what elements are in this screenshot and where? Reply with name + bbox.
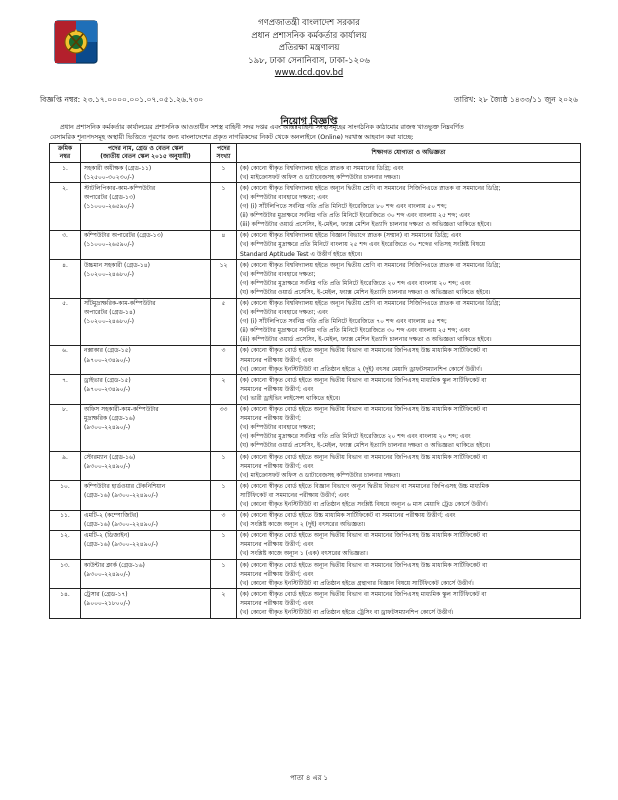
- qualification-line: (খ) কম্পিউটার মুদ্রাক্ষরে প্রতি মিনিটে বাংলায় ২৫ শব্দ এবং ইংরেজিতে ৩০ শব্দের গতিসহ সংশ্লিষ্ট বিষয়ে: [240, 241, 486, 249]
- table-row: [50, 163, 581, 183]
- intro-line-1: প্রধান প্রশাসনিক কর্মকর্তার কার্যালয়ের প্রশাসনিক আওতাধীন সশস্ত্র বাহিনী সদর দপ্তর এবং আন্তঃবাহিনী সংস্থাসমূহের সাংগঠনিক কাঠামোর রাজস্ব খাতভুক্ত নিম্নবর্ণিত: [60, 124, 464, 131]
- post-line: (গ্রেড-১৬) (৯৩০০-২২৪৯০/-): [84, 541, 159, 549]
- qualification-line: (খ) কোনো স্বীকৃত ইনস্টিটিউট বা প্রতিষ্ঠান হইতে ট্রেসিং বা ড্রাফটসম্যানশিপ কোর্সে উত্তীর্ণ।: [240, 609, 454, 616]
- table-row: [50, 510, 581, 530]
- armed-forces-logo: [54, 20, 98, 64]
- row-qualification: [237, 375, 581, 404]
- row-count: ১২: [211, 260, 237, 298]
- row-post: [81, 530, 211, 559]
- row-qualification: [237, 163, 581, 183]
- qualification-line: সমমানের পরীক্ষায় উত্তীর্ণ; এবং: [240, 541, 314, 549]
- post-line: (৯৩০০-২২৪৯০/-): [84, 462, 131, 470]
- header-count: পদের সংখ্যা: [211, 144, 237, 163]
- post-line: (১০২০০-২৪৬৮০/-): [84, 270, 135, 278]
- page-footer: পাতা ৪ এর ১: [290, 774, 328, 782]
- row-count: ৩: [211, 510, 237, 530]
- qualification-line: (ক) কোনো স্বীকৃত বিশ্ববিদ্যালয় হইতে অন্যূন দ্বিতীয় শ্রেণি বা সমমানের সিজিপিএতে স্নাতক বা সমমানের ডিগ্রি;: [240, 261, 501, 269]
- qualification-line: (ক) কোনো স্বীকৃত বোর্ড হইতে উচ্চ মাধ্যমিক সার্টিফিকেট বা সমমানের পরীক্ষায় উত্তীর্ণ; এবং: [240, 512, 456, 520]
- table-row: [50, 404, 581, 451]
- qualification-line: (গ) (i) সাঁটলিপিতে সর্বনিম্ন গতি প্রতি মিনিটে ইংরেজিতে ৭০ শব্দ এবং বাংলায় ৪৫ শব্দ;: [240, 318, 447, 326]
- qualification-line: Standard Aptitude Test এ উত্তীর্ণ হইতে হইবে।: [240, 250, 363, 258]
- row-count: ১: [211, 530, 237, 559]
- table-row: [50, 530, 581, 559]
- row-count: ১: [211, 481, 237, 510]
- post-line: এমটি-২ (ডিজাইন): [84, 532, 130, 540]
- qualification-line: (গ) কম্পিউটার মুদ্রাক্ষরে সর্বনিম্ন গতি প্রতি মিনিটে ইংরেজিতে ২০ শব্দ এবং বাংলায় ২০ শব্দ; এবং: [240, 279, 471, 287]
- table-row: [50, 481, 581, 510]
- post-line: অফিস সহকারী-কাম-কম্পিউটার: [84, 406, 159, 414]
- qualification-line: (ক) কোনো স্বীকৃত বিশ্ববিদ্যালয় হইতে বিজ্ঞান বিভাগে স্নাতক (সম্মান) বা সমমানের ডিগ্রি; এবং: [240, 232, 462, 240]
- post-line: (১২৫০০-৩০২৩০/-): [84, 173, 135, 181]
- row-post: [81, 375, 211, 404]
- row-post: [81, 163, 211, 183]
- row-qualification: [237, 481, 581, 510]
- row-qualification: [237, 589, 581, 618]
- qualification-line: (খ) কোনো স্বীকৃত ইনস্টিটিউট বা প্রতিষ্ঠান হইতে সংশ্লিষ্ট বিষয়ে অন্যূন ৬ মাস মেয়াদি ট্রেড কোর্সে উত্তীর্ণ।: [240, 500, 488, 508]
- row-count: ৩৩: [211, 404, 237, 451]
- qualification-line: (খ) ভারী ড্রাইভিং লাইসেন্স থাকিতে হইবে।: [240, 394, 341, 402]
- row-count: ১: [211, 183, 237, 230]
- row-serial: ৬.: [50, 345, 81, 374]
- post-line: স্টাটলিপিকার-কাম-কম্পিউটার: [84, 184, 156, 192]
- header-post: [81, 144, 211, 163]
- table-row: [50, 345, 581, 374]
- qualification-line: সমমানের পরীক্ষায় উত্তীর্ণ; এবং: [240, 599, 314, 607]
- office-header: [150, 16, 468, 79]
- post-line: (৯০০০-২১৮০০/-): [84, 599, 131, 607]
- qualification-line: (খ) কম্পিউটার ব্যবহারে দক্ষতা; এবং: [240, 309, 328, 317]
- qualification-line: (ক) কোনো স্বীকৃত বোর্ড হইতে অন্যূন দ্বিতীয় বিভাগ বা সমমানের জিপিএসহ উচ্চ মাধ্যমিক সার্টিফিকেট বা: [240, 561, 488, 569]
- row-post: [81, 589, 211, 618]
- qualification-line: (ক) কোনো স্বীকৃত বোর্ড হইতে অন্যূন দ্বিতীয় বিভাগ বা সমমানের জিপিএসহ মাধ্যমিক স্কুল সার্টিফিকেট বা: [240, 376, 487, 384]
- row-qualification: [237, 510, 581, 530]
- header-qualification: শিক্ষাগত যোগ্যতা ও অভিজ্ঞতা: [237, 144, 581, 163]
- row-count: ১: [211, 163, 237, 183]
- row-serial: ৯.: [50, 452, 81, 481]
- row-qualification: [237, 404, 581, 451]
- qualification-line: (খ) মাইক্রোসফট অফিস ও ডাটাবেজসহ কম্পিউটার চালনার দক্ষতা।: [240, 471, 401, 479]
- row-qualification: [237, 298, 581, 345]
- post-line: সাঁটমুদ্রাক্ষরিক-কাম-কম্পিউটার: [84, 300, 156, 307]
- row-serial: ১০.: [50, 481, 81, 510]
- intro-paragraph: [50, 123, 578, 142]
- post-line: (১১০০০-২৬৫৯০/-): [84, 203, 135, 211]
- table-row: [50, 452, 581, 481]
- qualification-line: (ক) কোনো স্বীকৃত বোর্ড হইতে অন্যূন দ্বিতীয় বিভাগ বা সমমানের জিপিএসহ মাধ্যমিক স্কুল সার্টিফিকেট বা: [240, 590, 487, 598]
- row-qualification: [237, 560, 581, 589]
- row-qualification: [237, 530, 581, 559]
- table-row: [50, 589, 581, 618]
- row-qualification: [237, 260, 581, 298]
- row-serial: ১.: [50, 163, 81, 183]
- row-count: ১: [211, 560, 237, 589]
- header-government: গণপ্রজাতন্ত্রী বাংলাদেশ সরকার: [258, 17, 360, 27]
- qualification-line: (খ) কম্পিউটার ব্যবহারে দক্ষতা; এবং: [240, 193, 328, 201]
- post-line: সহকারী অধীক্ষক (গ্রেড-১১): [84, 164, 152, 172]
- post-line: ট্রেসার (গ্রেড-১৭): [84, 590, 128, 598]
- table-row: [50, 230, 581, 259]
- row-post: [81, 298, 211, 345]
- qualification-line: সমমানের পরীক্ষায় উত্তীর্ণ;: [240, 415, 302, 423]
- qualification-line: (ক) কোনো স্বীকৃত বোর্ড হইতে অন্যূন দ্বিতীয় বিভাগ বা সমমানের জিপিএসহ উচ্চ মাধ্যমিক সার্টিফিকেট বা: [240, 406, 488, 414]
- post-line: এমটি-২ (কম্পোজিটর): [84, 512, 139, 520]
- qualification-line: সমমানের পরীক্ষায় উত্তীর্ণ; এবং: [240, 356, 314, 364]
- table-row: [50, 183, 581, 230]
- row-serial: ৭.: [50, 375, 81, 404]
- qualification-line: (ক) কোনো স্বীকৃত বোর্ড হইতে অন্যূন দ্বিতীয় বিভাগ বা সমমানের জিপিএসহ উচ্চ মাধ্যমিক সার্টিফিকেট বা: [240, 453, 488, 461]
- notice-number: বিজ্ঞপ্তি নম্বর: ২৩.১৭.০০০০.০০১.০৭.০৫১.২৬.৭৩০: [40, 95, 204, 104]
- qualification-line: (খ) মাইক্রোসফট অফিস ও ডাটাবেজসহ কম্পিউটার চালনার দক্ষতা।: [240, 173, 401, 181]
- row-serial: ১৪.: [50, 589, 81, 618]
- row-count: ৩: [211, 345, 237, 374]
- row-serial: ২.: [50, 183, 81, 230]
- table-row: [50, 260, 581, 298]
- row-serial: ৩.: [50, 230, 81, 259]
- qualification-line: সমমানের পরীক্ষায় উত্তীর্ণ; এবং: [240, 462, 314, 470]
- qualification-line: (ক) কোনো স্বীকৃত বোর্ড হইতে অন্যূন দ্বিতীয় বিভাগ বা সমমানের জিপিএসহ উচ্চ মাধ্যমিক সার্টিফিকেট বা: [240, 347, 488, 355]
- header-ministry: প্রতিরক্ষা মন্ত্রণালয়: [278, 42, 340, 53]
- post-line: (গ্রেড-১৬) (৯৩০০-২২৪৯০/-): [84, 521, 159, 529]
- post-line: উচ্চমান সহকারী (গ্রেড-১৪): [84, 261, 151, 269]
- row-serial: ৪.: [50, 260, 81, 298]
- qualification-line: (খ) কম্পিউটার ব্যবহারে দক্ষতা;: [240, 424, 316, 432]
- header-post-line2: (জাতীয় বেতন স্কেল ২০১৫ অনুযায়ী): [100, 153, 191, 161]
- post-line: (৯৭০০-২৩৪৯০/-): [84, 356, 131, 364]
- row-post: [81, 230, 211, 259]
- post-line: কম্পিউটার অপারেটর (গ্রেড-১৩): [84, 232, 163, 240]
- header-address: ১৯৮, ঢাকা সেনানিবাস, ঢাকা-১২০৬: [248, 54, 370, 65]
- header-serial: ক্রমিক নম্বর: [50, 144, 81, 163]
- row-serial: ৮.: [50, 404, 81, 451]
- qualification-line: (গ) কম্পিউটার মুদ্রাক্ষরে সর্বনিম্ন গতি প্রতি মিনিটে ইংরেজিতে ২০ শব্দ এবং বাংলায় ২০ শব্দ; এবং: [240, 433, 471, 441]
- header-post-line1: পদের নাম, গ্রেড ও বেতন স্কেল: [107, 144, 184, 152]
- row-count: ৫: [211, 298, 237, 345]
- notice-date: তারিখ: ২৮ জ্যৈষ্ঠ ১৪৩৩/১১ জুন ২০২৬: [454, 95, 578, 104]
- row-post: [81, 560, 211, 589]
- post-line: কাউন্টার ক্লার্ক (গ্রেড-১৬): [84, 561, 145, 569]
- page-title-text: নিয়োগ বিজ্ঞপ্তি: [280, 116, 338, 127]
- row-post: [81, 345, 211, 374]
- qualification-line: (ঘ) কম্পিউটার ওয়ার্ড প্রসেসিং, ই-মেইল, ফ্যাক্স মেশিন ইত্যাদি চালনার দক্ষতা ও অভিজ্ঞতা থাকিতে হইবে।: [240, 288, 491, 296]
- table-row: [50, 375, 581, 404]
- qualification-line: সার্টিফিকেট বা সমমানের পরীক্ষায় উত্তীর্ণ; এবং: [240, 491, 349, 499]
- qualification-line: (iii) কম্পিউটার ওয়ার্ড প্রসেসিং, ই-মেইল, ফ্যাক্স মেশিন ইত্যাদি চালনার দক্ষতা ও অভিজ্ঞতা থাকিতে হইবে।: [240, 336, 492, 344]
- qualification-line: (খ) সংশ্লিষ্ট কাজে অন্যূন ১ (এক) বৎসরের অভিজ্ঞতা।: [240, 550, 368, 558]
- row-qualification: [237, 452, 581, 481]
- post-line: অপারেটর (গ্রেড-১৩): [84, 193, 136, 201]
- qualification-line: (iii) কম্পিউটার ওয়ার্ড প্রসেসিং, ই-মেইল, ফ্যাক্স মেশিন ইত্যাদি চালনার দক্ষতা ও অভিজ্ঞতা থাকিতে হইবে।: [240, 221, 492, 229]
- row-qualification: [237, 183, 581, 230]
- qualification-line: (খ) কোনো স্বীকৃত ইনস্টিটিউট বা প্রতিষ্ঠান হইতে গ্রন্থাগার বিজ্ঞান বিষয়ে সার্টিফিকেট কোর্সে উত্তীর্ণ।: [240, 579, 474, 587]
- qualification-line: (ঘ) কম্পিউটার ওয়ার্ড প্রসেসিং, ই-মেইল, ফ্যাক্স মেশিন ইত্যাদি চালনার দক্ষতা ও অভিজ্ঞতা থাকিতে হইবে।: [240, 442, 491, 450]
- qualification-line: সমমানের পরীক্ষায় উত্তীর্ণ; এবং: [240, 570, 314, 578]
- qualification-line: (ক) কোনো স্বীকৃত বোর্ড হইতে বিজ্ঞান বিভাগে অন্যূন দ্বিতীয় বিভাগ বা সমমানের জিপিএসহ উচ্চ মাধ্যমিক: [240, 482, 490, 490]
- qualification-line: (ক) কোনো স্বীকৃত বোর্ড হইতে অন্যূন দ্বিতীয় বিভাগ বা সমমানের জিপিএসহ উচ্চ মাধ্যমিক সার্টিফিকেট বা: [240, 532, 488, 540]
- row-serial: ১২.: [50, 530, 81, 559]
- vacancy-table: [49, 143, 581, 619]
- row-post: [81, 481, 211, 510]
- qualification-line: (খ) সংশ্লিষ্ট কাজে অন্যূন ২ (দুই) বৎসরের অভিজ্ঞতা।: [240, 521, 366, 529]
- post-line: (৯৩০০-২২৪৯০/-): [84, 424, 131, 432]
- qualification-line: (খ) কোনো স্বীকৃত ইনস্টিটিউট বা প্রতিষ্ঠান হইতে ২ (দুই) বৎসর মেয়াদি ড্রাফটসম্যানশিপ কোর্সে উত্তীর্ণ।: [240, 365, 482, 373]
- post-line: (৯৭০০-২৩৪৯০/-): [84, 385, 131, 393]
- row-qualification: [237, 345, 581, 374]
- post-line: (১১০০০-২৬৫৯০/-): [84, 241, 135, 249]
- reference-line: [40, 94, 578, 106]
- post-line: নক্সাকার (গ্রেড-১৫): [84, 347, 131, 355]
- post-line: (১০২০০-২৪৬৮০/-): [84, 318, 135, 326]
- row-qualification: [237, 230, 581, 259]
- header-office: প্রধান প্রশাসনিক কর্মকর্তার কার্যালয়: [251, 29, 367, 40]
- row-post: [81, 260, 211, 298]
- row-post: [81, 510, 211, 530]
- row-post: [81, 452, 211, 481]
- post-line: (৯৩০০-২২৪৯০/-): [84, 570, 131, 578]
- post-line: মুদ্রাক্ষরিক (গ্রেড-১৬): [84, 415, 136, 423]
- qualification-line: (ii) কম্পিউটার মুদ্রাক্ষরে সর্বনিম্ন গতি প্রতি মিনিটে ইংরেজিতে ৩০ শব্দ এবং বাংলায় ২৫ শব্দ; এবং: [240, 327, 470, 335]
- post-line: স্টোরম্যান (গ্রেড-১৬): [84, 453, 136, 461]
- row-post: [81, 404, 211, 451]
- website-link[interactable]: www.dcd.gov.bd: [274, 67, 344, 78]
- qualification-line: (ক) কোনো স্বীকৃত বিশ্ববিদ্যালয় হইতে অন্যূন দ্বিতীয় শ্রেণি বা সমমানের সিজিপিএতে স্নাতক বা সমমানের ডিগ্রি;: [240, 300, 501, 307]
- intro-line-2: বেসামরিক শূন্যপদসমূহ অস্থায়ী ভিত্তিতে পূরণের জন্য বাংলাদেশের প্রকৃত নাগরিকদের নিকট থেকে অনলাইনে (Online) দরখাস্ত আহবান করা যাচ্ছে:: [50, 133, 414, 141]
- post-line: অপারেটর (গ্রেড-১৪): [84, 309, 136, 317]
- row-serial: ১৩.: [50, 560, 81, 589]
- row-count: ২: [211, 375, 237, 404]
- row-count: ২: [211, 589, 237, 618]
- qualification-line: (গ) (i) সাঁটলিপিতে সর্বনিম্ন গতি প্রতি মিনিটে ইংরেজিতে ৮০ শব্দ এবং বাংলায় ৫০ শব্দ;: [240, 203, 447, 211]
- row-post: [81, 183, 211, 230]
- qualification-line: (খ) কম্পিউটার ব্যবহারে দক্ষতা;: [240, 270, 316, 278]
- row-count: ১: [211, 452, 237, 481]
- row-count: ৪: [211, 230, 237, 259]
- row-serial: ১১.: [50, 510, 81, 530]
- table-header-row: [50, 144, 581, 163]
- table-row: [50, 298, 581, 345]
- post-line: (গ্রেড-১৬) (৯৩০০-২২৪৯০/-): [84, 491, 159, 499]
- qualification-line: (ii) কম্পিউটার মুদ্রাক্ষরে সর্বনিম্ন গতি প্রতি মিনিটে ইংরেজিতে ৩০ শব্দ এবং বাংলায় ২৫ শব্দ; এবং: [240, 212, 470, 220]
- table-row: [50, 560, 581, 589]
- qualification-line: (ক) কোনো স্বীকৃত বিশ্ববিদ্যালয় হইতে অন্যূন দ্বিতীয় শ্রেণি বা সমমানের সিজিপিএতে স্নাতক বা সমমানের ডিগ্রি;: [240, 184, 501, 192]
- row-serial: ৫.: [50, 298, 81, 345]
- qualification-line: (ক) কোনো স্বীকৃত বিশ্ববিদ্যালয় হইতে স্নাতক বা সমমানের ডিগ্রি; এবং: [240, 164, 404, 172]
- post-line: ড্রাইভার (গ্রেড-১৫): [84, 376, 131, 384]
- qualification-line: সমমানের পরীক্ষায় উত্তীর্ণ; এবং: [240, 385, 314, 393]
- post-line: কম্পিউটার হার্ডওয়ার টেকনিশিয়ান: [84, 482, 166, 490]
